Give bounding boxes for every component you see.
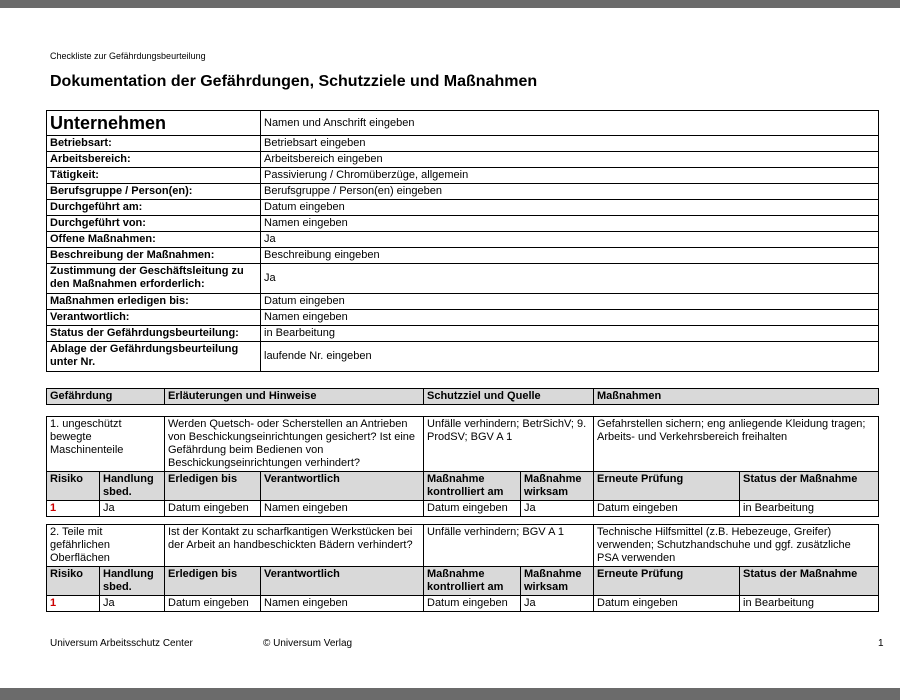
info-value[interactable]: Arbeitsbereich eingeben xyxy=(261,152,879,168)
info-value[interactable]: Namen eingeben xyxy=(261,310,879,326)
sub-responsible: Verantwortlich xyxy=(261,472,424,501)
checked-value[interactable]: Datum eingeben xyxy=(424,596,521,612)
info-value[interactable]: Datum eingeben xyxy=(261,200,879,216)
info-label: Arbeitsbereich: xyxy=(47,152,261,168)
status-value[interactable]: in Bearbeitung xyxy=(740,501,879,517)
sub-checked: Maßnahme kontrolliert am xyxy=(424,567,521,596)
sub-risk: Risiko xyxy=(47,472,100,501)
sub-handling: Handlung sbed. xyxy=(100,472,165,501)
info-label: Betriebsart: xyxy=(47,136,261,152)
measures-text: Gefahrstellen sichern; eng anliegende Kleidung tragen; Arbeits- und Verkehrsbereich freihalten xyxy=(594,417,879,472)
info-label: Durchgeführt von: xyxy=(47,216,261,232)
sub-risk: Risiko xyxy=(47,567,100,596)
status-value[interactable]: in Bearbeitung xyxy=(740,596,879,612)
hazard-item-1 xyxy=(46,416,879,517)
info-label: Ablage der Gefährdungsbeurteilung unter Nr. xyxy=(47,342,261,372)
info-value[interactable]: Ja xyxy=(261,264,879,294)
hazard-column-header xyxy=(46,388,879,405)
hazard-text: 1. ungeschützt bewegte Maschinenteile xyxy=(47,417,165,472)
sub-effective: Maßnahme wirksam xyxy=(521,567,594,596)
info-label: Zustimmung der Geschäftsleitung zu den Maßnahmen erforderlich: xyxy=(47,264,261,294)
sub-effective: Maßnahme wirksam xyxy=(521,472,594,501)
recheck-value[interactable]: Datum eingeben xyxy=(594,501,740,517)
goal-text: Unfälle verhindern; BGV A 1 xyxy=(424,525,594,567)
effective-value[interactable]: Ja xyxy=(521,501,594,517)
goal-text: Unfälle verhindern; BetrSichV; 9. ProdSV; BGV A 1 xyxy=(424,417,594,472)
info-label: Durchgeführt am: xyxy=(47,200,261,216)
info-label: Berufsgruppe / Person(en): xyxy=(47,184,261,200)
company-value[interactable]: Namen und Anschrift eingeben xyxy=(261,111,879,136)
sub-checked: Maßnahme kontrolliert am xyxy=(424,472,521,501)
due-value[interactable]: Datum eingeben xyxy=(165,596,261,612)
footer-center: © Universum Verlag xyxy=(263,638,353,649)
document-page xyxy=(0,8,900,688)
info-label: Offene Maßnahmen: xyxy=(47,232,261,248)
sub-due: Erledigen bis xyxy=(165,567,261,596)
page-number: 1 xyxy=(878,638,884,649)
hazard-text: 2. Teile mit gefährlichen Oberflächen xyxy=(47,525,165,567)
handling-value[interactable]: Ja xyxy=(100,596,165,612)
responsible-value[interactable]: Namen eingeben xyxy=(261,596,424,612)
risk-value[interactable]: 1 xyxy=(47,501,100,517)
col-hazard: Gefährdung xyxy=(47,389,165,405)
company-label: Unternehmen xyxy=(47,111,261,136)
sub-status: Status der Maßnahme xyxy=(740,567,879,596)
responsible-value[interactable]: Namen eingeben xyxy=(261,501,424,517)
col-notes: Erläuterungen und Hinweise xyxy=(165,389,424,405)
recheck-value[interactable]: Datum eingeben xyxy=(594,596,740,612)
effective-value[interactable]: Ja xyxy=(521,596,594,612)
sub-due: Erledigen bis xyxy=(165,472,261,501)
col-measures: Maßnahmen xyxy=(594,389,879,405)
info-label: Tätigkeit: xyxy=(47,168,261,184)
info-label: Status der Gefährdungsbeurteilung: xyxy=(47,326,261,342)
info-value[interactable]: Berufsgruppe / Person(en) eingeben xyxy=(261,184,879,200)
sub-responsible: Verantwortlich xyxy=(261,567,424,596)
document-subtitle: Checkliste zur Gefährdungsbeurteilung xyxy=(50,51,206,61)
checked-value[interactable]: Datum eingeben xyxy=(424,501,521,517)
page-title: Dokumentation der Gefährdungen, Schutzziele und Maßnahmen xyxy=(50,73,538,90)
info-value[interactable]: Datum eingeben xyxy=(261,294,879,310)
footer-left: Universum Arbeitsschutz Center xyxy=(50,638,193,649)
sub-recheck: Erneute Prüfung xyxy=(594,472,740,501)
col-goal: Schutzziel und Quelle xyxy=(424,389,594,405)
sub-handling: Handlung sbed. xyxy=(100,567,165,596)
info-value[interactable]: Ja xyxy=(261,232,879,248)
info-label: Verantwortlich: xyxy=(47,310,261,326)
info-value[interactable]: Betriebsart eingeben xyxy=(261,136,879,152)
notes-text: Werden Quetsch- oder Scherstellen an Antrieben von Beschickungseinrichtungen gesichert? Ist eine Gefährdung beim Bedienen von Beschickungseinrichtungen verhindert? xyxy=(165,417,424,472)
due-value[interactable]: Datum eingeben xyxy=(165,501,261,517)
info-value[interactable]: Passivierung / Chromüberzüge, allgemein xyxy=(261,168,879,184)
info-table xyxy=(46,110,879,372)
measures-text: Technische Hilfsmittel (z.B. Hebezeuge, Greifer) verwenden; Schutzhandschuhe und ggf. zusätzliche PSA verwenden xyxy=(594,525,879,567)
handling-value[interactable]: Ja xyxy=(100,501,165,517)
info-value[interactable]: in Bearbeitung xyxy=(261,326,879,342)
risk-value[interactable]: 1 xyxy=(47,596,100,612)
info-label: Beschreibung der Maßnahmen: xyxy=(47,248,261,264)
info-value[interactable]: Namen eingeben xyxy=(261,216,879,232)
sub-recheck: Erneute Prüfung xyxy=(594,567,740,596)
hazard-item-2 xyxy=(46,524,879,612)
notes-text: Ist der Kontakt zu scharfkantigen Werkstücken bei der Arbeit an handbeschickten Bädern verhindert? xyxy=(165,525,424,567)
info-value[interactable]: Beschreibung eingeben xyxy=(261,248,879,264)
info-value[interactable]: laufende Nr. eingeben xyxy=(261,342,879,372)
sub-status: Status der Maßnahme xyxy=(740,472,879,501)
info-label: Maßnahmen erledigen bis: xyxy=(47,294,261,310)
